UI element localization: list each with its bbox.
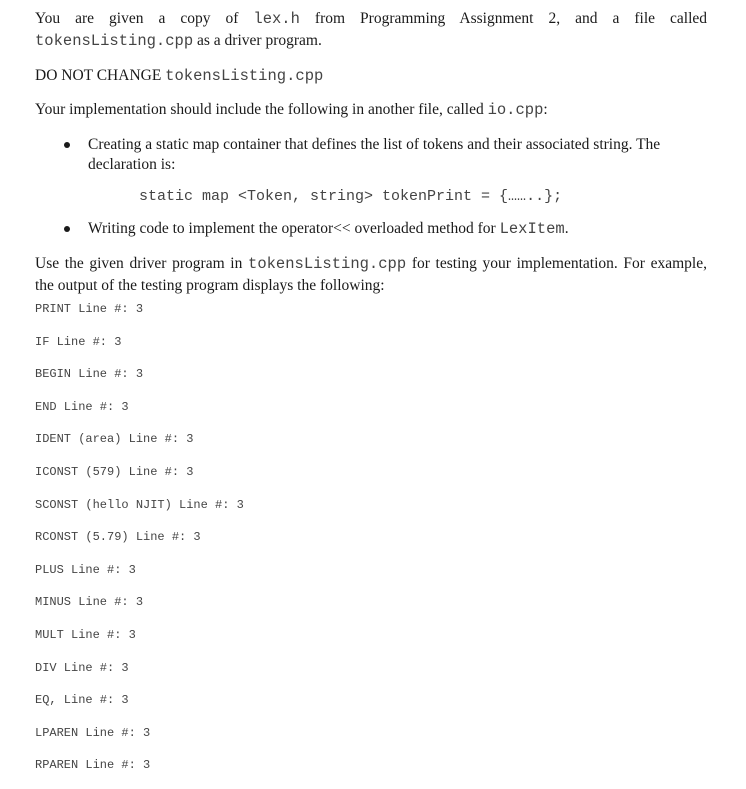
output-line: DIV Line #: 3 bbox=[35, 660, 129, 675]
output-line: ICONST (579) Line #: 3 bbox=[35, 464, 194, 479]
io-cpp-filename: io.cpp bbox=[487, 101, 544, 119]
output-line: LPAREN Line #: 3 bbox=[35, 725, 151, 740]
bullet-icon bbox=[64, 142, 70, 148]
requirement-text-2: : bbox=[543, 101, 548, 118]
output-line: MULT Line #: 3 bbox=[35, 627, 136, 642]
output-line: PRINT Line #: 3 bbox=[35, 302, 144, 316]
requirement-text-1: Your implementation should include the following in another file, called bbox=[35, 101, 488, 118]
list-item bbox=[35, 135, 707, 175]
output-line: PLUS Line #: 3 bbox=[35, 562, 136, 577]
bullet-2-text: Writing code to implement the operator<< overloaded method for bbox=[88, 220, 500, 237]
map-declaration-code: static map <Token, string> tokenPrint = {……..}; bbox=[139, 188, 563, 205]
warning-filename: tokensListing.cpp bbox=[165, 67, 324, 85]
bullet-1-text: Creating a static map container that defines the list of tokens and their associated string. The declaration is: bbox=[88, 136, 661, 173]
output-line: EQ, Line #: 3 bbox=[35, 693, 129, 708]
requirements-list bbox=[35, 135, 707, 175]
output-line: SCONST (hello NJIT) Line #: 3 bbox=[35, 497, 244, 512]
document-page bbox=[35, 8, 707, 789]
tokens-listing-filename: tokensListing.cpp bbox=[35, 32, 194, 50]
output-line: IDENT (area) Line #: 3 bbox=[35, 432, 194, 447]
warning-paragraph bbox=[35, 65, 707, 87]
warning-text: DO NOT CHANGE bbox=[35, 67, 166, 84]
usage-paragraph bbox=[35, 253, 707, 296]
output-line: IF Line #: 3 bbox=[35, 334, 122, 349]
intro-paragraph bbox=[35, 8, 707, 52]
list-item bbox=[35, 219, 707, 239]
usage-text-2: for testing your implementation. For example, the output of the testing program displays the following: bbox=[35, 255, 707, 294]
intro-text-1: You are given a copy of bbox=[35, 10, 254, 27]
bullet-2-end: . bbox=[564, 220, 569, 237]
lex-h-filename: lex.h bbox=[253, 10, 300, 28]
intro-text-3: as a driver program. bbox=[193, 32, 322, 49]
requirements-list-continued bbox=[35, 219, 707, 239]
intro-text-2: from Programming Assignment 2, and a file called bbox=[299, 10, 707, 27]
usage-filename: tokensListing.cpp bbox=[248, 255, 407, 273]
output-line: RPAREN Line #: 3 bbox=[35, 758, 151, 773]
bullet-icon bbox=[64, 226, 70, 232]
program-output bbox=[35, 300, 707, 789]
output-line: BEGIN Line #: 3 bbox=[35, 367, 144, 382]
usage-text-1: Use the given driver program in bbox=[35, 255, 249, 272]
output-line: MINUS Line #: 3 bbox=[35, 595, 144, 610]
output-line: RCONST (5.79) Line #: 3 bbox=[35, 530, 201, 545]
lexitem-code: LexItem bbox=[499, 220, 565, 238]
output-line: END Line #: 3 bbox=[35, 399, 129, 414]
requirement-paragraph bbox=[35, 99, 707, 121]
